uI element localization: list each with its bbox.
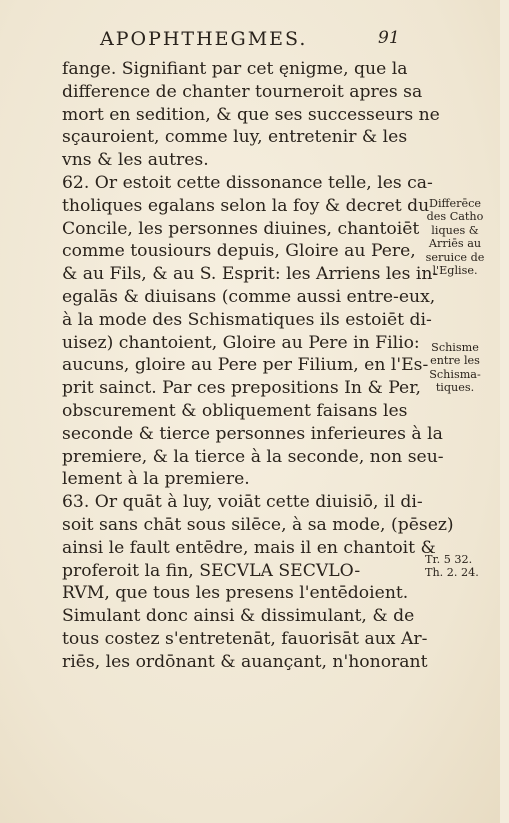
text-line: & au Fils, & au S. Esprit: les Arriens les in- xyxy=(62,264,439,285)
text-line: Concile, les personnes diuines, chantoiēt xyxy=(62,218,420,239)
text-line: à la mode des Schismatiques ils estoiēt di- xyxy=(62,309,432,330)
text-line: comme tousiours depuis, Gloire au Pere, xyxy=(62,241,416,262)
text-line: prit sainct. Par ces prepositions In & Per, xyxy=(62,378,421,399)
margin-note-line: liques & xyxy=(431,223,479,237)
margin-note-difference xyxy=(413,197,497,277)
margin-note-schism xyxy=(413,341,497,395)
margin-note-line: seruice de xyxy=(425,250,485,264)
margin-note-line: Tr. 5 32. xyxy=(425,553,473,566)
text-line: seconde & tierce personnes inferieures à la xyxy=(62,423,443,444)
text-line: Simulant donc ainsi & dissimulant, & de xyxy=(62,606,415,627)
text-line: premiere, & la tierce à la seconde, non seu- xyxy=(62,446,444,467)
margin-note-line: Differēce xyxy=(429,197,481,210)
text-line: vns & les autres. xyxy=(62,150,209,171)
text-line: RVM, que tous les presens l'entēdoient. xyxy=(62,583,409,604)
text-line: egalās & diuisans (comme aussi entre-eux, xyxy=(62,286,436,307)
text-line: mort en sedition, & que ses successeurs ne xyxy=(62,104,440,125)
margin-note-line: Th. 2. 24. xyxy=(425,566,479,580)
text-line: difference de chanter tourneroit apres sa xyxy=(62,81,423,102)
margin-note-line: entre les xyxy=(430,354,480,368)
text-line: tholiques egalans selon la foy & decret du xyxy=(62,195,430,216)
page-number: 91 xyxy=(378,28,400,48)
margin-note-line: Arriēs au xyxy=(428,237,482,251)
text-line: riēs, les ordōnant & auançant, n'honorant xyxy=(62,651,428,672)
text-line: tous costez s'entretenāt, fauorisāt aux Ar- xyxy=(62,628,428,649)
text-line: obscurement & obliquement faisans les xyxy=(62,400,408,421)
text-line: soit sans chāt sous silēce, à sa mode, (pēsez) xyxy=(62,514,454,535)
margin-note-references xyxy=(425,553,509,580)
margin-note-line: Schisme xyxy=(431,341,479,354)
margin-note-line: des Catho xyxy=(426,210,484,224)
text-line: uisez) chantoient, Gloire au Pere in Filio: xyxy=(62,332,420,353)
running-title: APOPHTHEGMES. xyxy=(100,28,308,50)
margin-note-line: l'Eglise. xyxy=(432,264,478,278)
text-line: sçauroient, comme luy, entretenir & les xyxy=(62,127,408,148)
text-line: ainsi le fault entēdre, mais il en chantoit & xyxy=(62,537,436,558)
margin-note-line: Schisma- xyxy=(429,367,481,381)
text-line: fange. Signifiant par cet ęnigme, que la xyxy=(62,59,408,79)
margin-note-line: tiques. xyxy=(435,381,475,395)
text-line: aucuns, gloire au Pere per Filium, en l'Es- xyxy=(62,355,429,376)
text-line: proferoit la fin, SECVLA SECVLO- xyxy=(62,560,361,581)
text-line: lement à la premiere. xyxy=(62,469,250,490)
page-header xyxy=(0,28,500,52)
text-line: 62. Or estoit cette dissonance telle, les ca- xyxy=(62,172,433,193)
text-line: 63. Or quāt à luy, voiāt cette diuisiō, il di- xyxy=(62,492,423,513)
